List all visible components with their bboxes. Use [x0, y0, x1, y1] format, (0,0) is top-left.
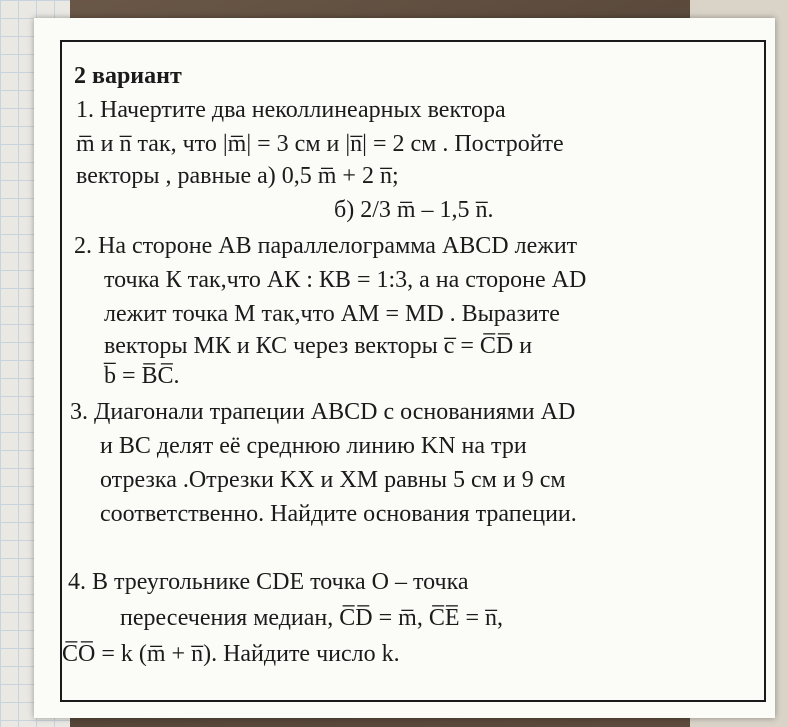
- variant-heading: 2 вариант: [74, 63, 182, 89]
- task-sheet: [34, 18, 775, 718]
- task-2-line-3: лежит точка М так,что АМ = MD . Выразите: [104, 301, 560, 327]
- task-2-line-2: точка К так,что АК : КВ = 1:3, а на стороне AD: [104, 267, 587, 293]
- task-4-line-3: C̅O̅ = k (m̅ + n̅). Найдите число k.: [62, 641, 400, 667]
- task-1-line-1: 1. Начертите два неколлинеарных вектора: [76, 97, 506, 123]
- task-3-line-3: отрезка .Отрезки KX и XM равны 5 см и 9 см: [100, 467, 566, 493]
- task-3-line-2: и ВС делят её среднюю линию KN на три: [100, 433, 527, 459]
- task-4-line-2: пересечения медиан, C̅D̅ = m̅, C̅E̅ = n̅,: [120, 605, 504, 631]
- task-3-line-4: соответственно. Найдите основания трапеции.: [100, 501, 577, 527]
- task-3-line-1: 3. Диагонали трапеции ABCD с основаниями AD: [70, 399, 576, 425]
- task-1-line-4: б) 2/3 m̅ – 1,5 n̅.: [334, 197, 494, 223]
- task-1-line-2: m̅ и n̅ так, что |m̅| = 3 см и |n̅| = 2 см . Постройте: [76, 131, 564, 157]
- task-2-line-4: векторы МК и КС через векторы c̅ = C̅D̅ и: [104, 333, 533, 359]
- task-2-line-5: b̅ = B̅C̅.: [104, 363, 180, 389]
- task-4-line-1: 4. В треугольнике CDE точка О – точка: [68, 569, 469, 595]
- task-2-line-1: 2. На стороне АВ параллелограмма ABCD лежит: [74, 233, 578, 259]
- task-1-line-3: векторы , равные а) 0,5 m̅ + 2 n̅;: [76, 163, 399, 189]
